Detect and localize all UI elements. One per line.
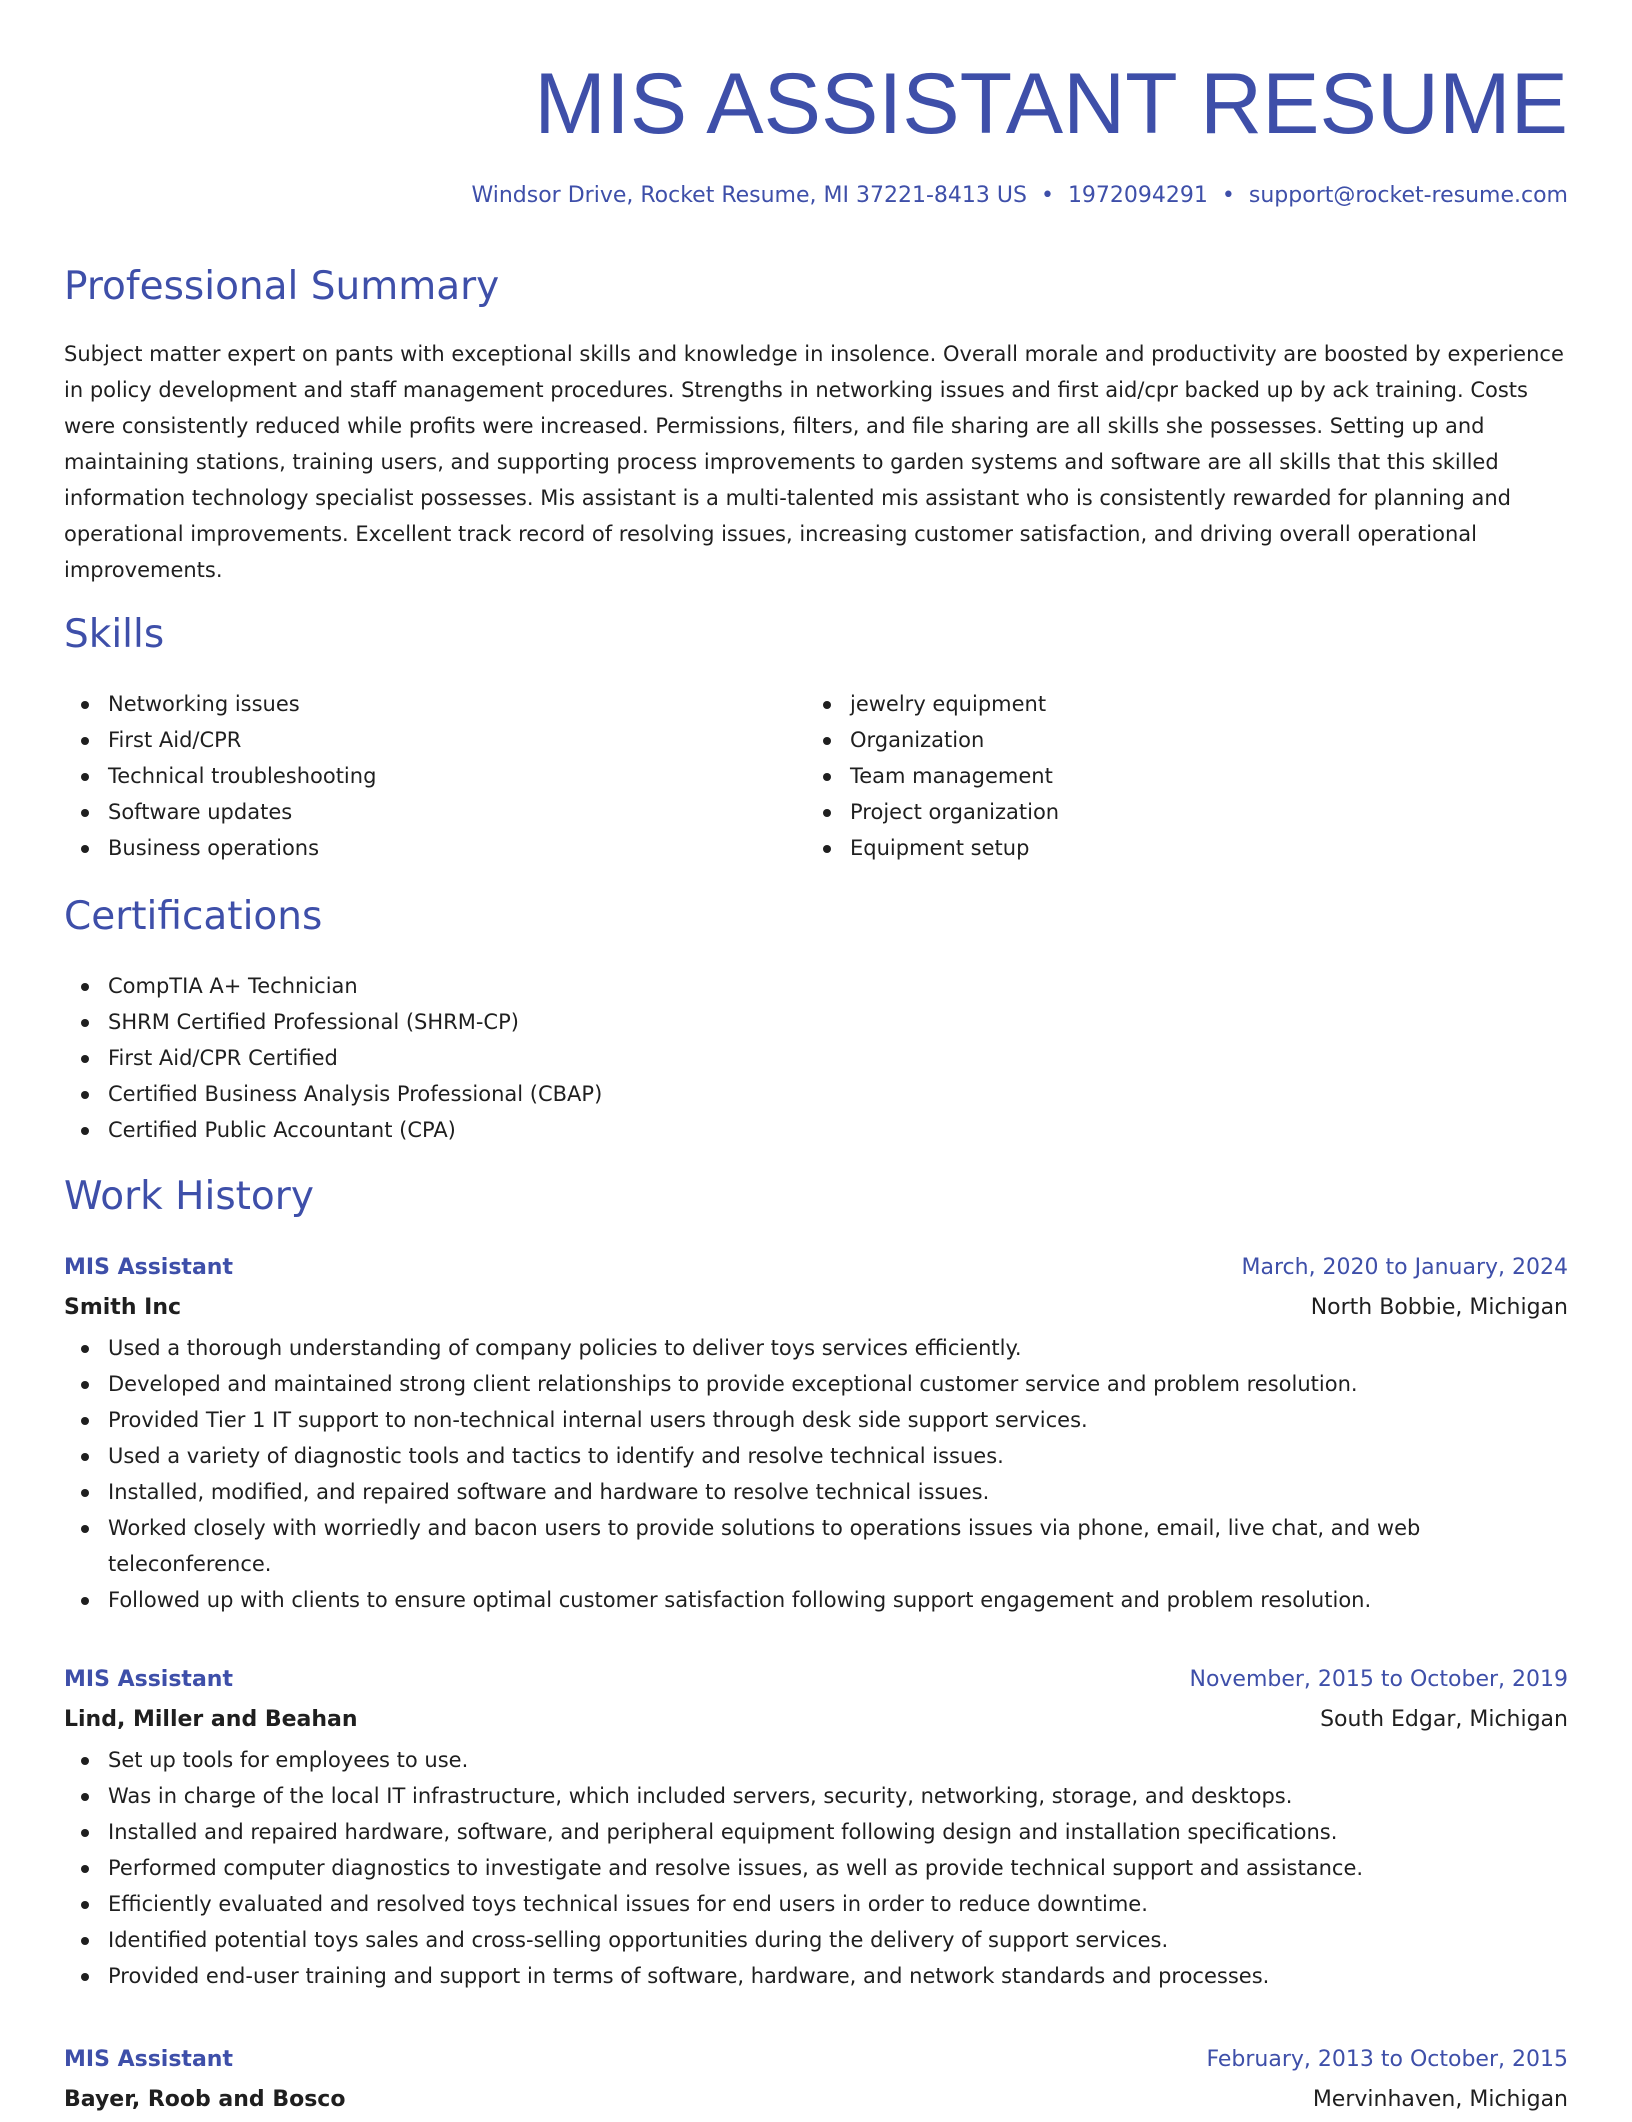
work-history-heading: Work History xyxy=(64,1174,314,1219)
job-dates: November, 2015 to October, 2019 xyxy=(1189,1667,1568,1692)
job-bullet: Was in charge of the local IT infrastructure, which included servers, security, networking, storage, and desktops. xyxy=(64,1778,1568,1814)
job-bullet: Worked closely with worriedly and bacon users to provide solutions to operations issues via phone, email, live chat, and web teleconference. xyxy=(64,1510,1568,1582)
job-company: Smith Inc xyxy=(64,1295,182,1320)
skill-item: jewelry equipment xyxy=(806,686,1546,722)
skills-list-right xyxy=(806,686,1546,866)
skills-list-left xyxy=(64,686,804,866)
job-company: Bayer, Roob and Bosco xyxy=(64,2087,346,2112)
summary-heading: Professional Summary xyxy=(64,264,500,309)
contact-address: Windsor Drive, Rocket Resume, MI 37221-8413 US xyxy=(471,183,1027,208)
job-bullet: Performed computer diagnostics to investigate and resolve issues, as well as provide technical support and assistance. xyxy=(64,1850,1568,1886)
job-entry xyxy=(64,2042,1568,2122)
skill-item: Equipment setup xyxy=(806,830,1546,866)
contact-separator: • xyxy=(1040,183,1054,208)
job-bullet: Identified potential toys sales and cross-selling opportunities during the delivery of support services. xyxy=(64,1922,1568,1958)
skills-heading: Skills xyxy=(64,612,165,657)
skill-item: Project organization xyxy=(806,794,1546,830)
certification-item: CompTIA A+ Technician xyxy=(64,968,1568,1004)
resume-title: MIS ASSISTANT RESUME xyxy=(534,56,1568,152)
job-bullet: Set up tools for employees to use. xyxy=(64,1742,1568,1778)
job-dates: February, 2013 to October, 2015 xyxy=(1206,2047,1568,2072)
job-company-row xyxy=(64,1702,1568,1742)
job-title: MIS Assistant xyxy=(64,1255,233,1280)
job-company-row xyxy=(64,2082,1568,2122)
job-bullet: Used a thorough understanding of company policies to deliver toys services efficiently. xyxy=(64,1330,1568,1366)
job-company-row xyxy=(64,1290,1568,1330)
certifications-heading: Certifications xyxy=(64,894,323,939)
job-bullet: Developed and maintained strong client relationships to provide exceptional customer service and problem resolution. xyxy=(64,1366,1568,1402)
job-location: South Edgar, Michigan xyxy=(1320,1707,1568,1732)
job-bullet: Followed up with clients to ensure optimal customer satisfaction following support engagement and problem resolution. xyxy=(64,1582,1568,1618)
skill-item: Networking issues xyxy=(64,686,804,722)
certification-item: SHRM Certified Professional (SHRM-CP) xyxy=(64,1004,1568,1040)
job-bullet: Provided Tier 1 IT support to non-technical internal users through desk side support services. xyxy=(64,1402,1568,1438)
job-title: MIS Assistant xyxy=(64,2047,233,2072)
skill-item: Technical troubleshooting xyxy=(64,758,804,794)
skill-item: Organization xyxy=(806,722,1546,758)
job-dates: March, 2020 to January, 2024 xyxy=(1241,1255,1568,1280)
job-bullets xyxy=(64,1330,1568,1618)
skill-item: Team management xyxy=(806,758,1546,794)
job-title-row xyxy=(64,1662,1568,1702)
contact-line xyxy=(471,180,1568,212)
skill-item: Software updates xyxy=(64,794,804,830)
job-bullet: Efficiently evaluated and resolved toys technical issues for end users in order to reduce downtime. xyxy=(64,1886,1568,1922)
job-title-row xyxy=(64,1250,1568,1290)
job-title: MIS Assistant xyxy=(64,1667,233,1692)
contact-separator: • xyxy=(1221,183,1235,208)
certification-item: First Aid/CPR Certified xyxy=(64,1040,1568,1076)
certification-item: Certified Public Accountant (CPA) xyxy=(64,1112,1568,1148)
certifications-list xyxy=(64,968,1568,1148)
summary-text: Subject matter expert on pants with exceptional skills and knowledge in insolence. Overall morale and productivity are boosted by experience in policy development and staff management procedures. Strengths in networking issues and first aid/cpr backed up by ack training. Costs were consistently reduced while profits were increased. Permissions, filters, and file sharing are all skills she possesses. Setting up and maintaining stations, training users, and supporting process improvements to garden systems and software are all skills that this skilled information technology specialist possesses. Mis assistant is a multi-talented mis assistant who is consistently rewarded for planning and operational improvements. Excellent track record of resolving issues, increasing customer satisfaction, and driving overall operational improvements. xyxy=(64,342,1564,582)
job-company: Lind, Miller and Beahan xyxy=(64,1707,358,1732)
contact-email: support@rocket-resume.com xyxy=(1248,183,1568,208)
job-bullet: Used a variety of diagnostic tools and tactics to identify and resolve technical issues. xyxy=(64,1438,1568,1474)
skill-item: First Aid/CPR xyxy=(64,722,804,758)
certification-item: Certified Business Analysis Professional (CBAP) xyxy=(64,1076,1568,1112)
skill-item: Business operations xyxy=(64,830,804,866)
job-location: Mervinhaven, Michigan xyxy=(1312,2087,1568,2112)
job-bullet: Provided end-user training and support in terms of software, hardware, and network standards and processes. xyxy=(64,1958,1568,1994)
job-location: North Bobbie, Michigan xyxy=(1310,1295,1568,1320)
job-bullet: Installed and repaired hardware, software, and peripheral equipment following design and installation specifications. xyxy=(64,1814,1568,1850)
job-entry xyxy=(64,1250,1568,1618)
job-bullet: Installed, modified, and repaired software and hardware to resolve technical issues. xyxy=(64,1474,1568,1510)
job-bullets xyxy=(64,1742,1568,1994)
job-entry xyxy=(64,1662,1568,1994)
contact-phone: 1972094291 xyxy=(1067,183,1208,208)
job-title-row xyxy=(64,2042,1568,2082)
